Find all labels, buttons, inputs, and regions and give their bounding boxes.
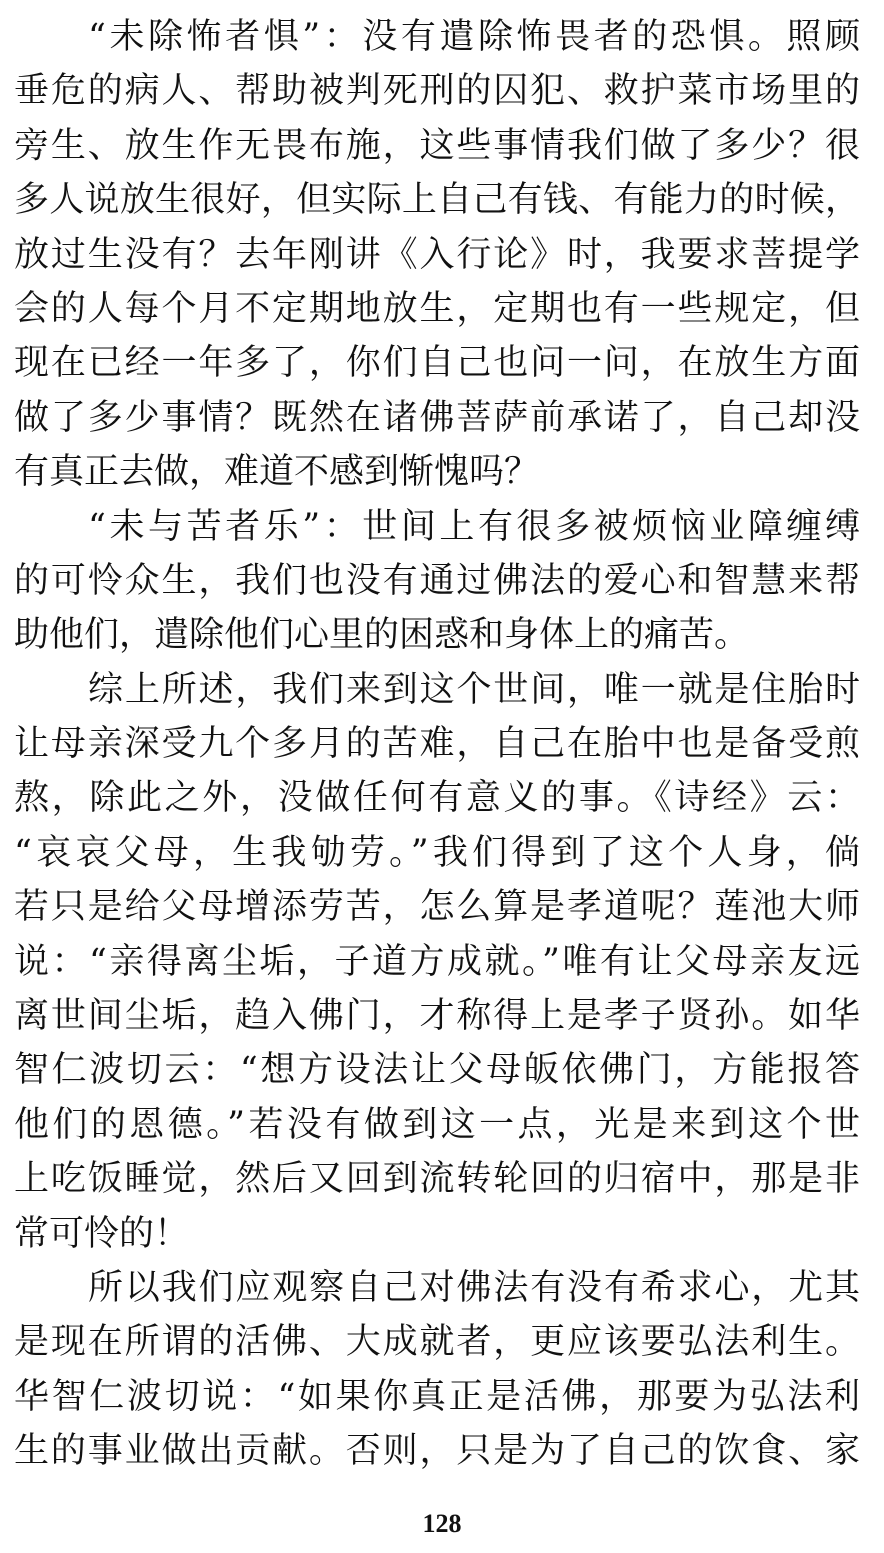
paragraph-line: 综上所述，我们来到这个世间，唯一就是住胎时 bbox=[88, 669, 860, 710]
paragraph-line: 离世间尘垢，趋入佛门，才称得上是孝子贤孙。如华 bbox=[14, 996, 860, 1037]
paragraph-line: 是现在所谓的活佛、大成就者，更应该要弘法利生。 bbox=[14, 1322, 860, 1363]
paragraph-line: 助他们，遣除他们心里的困惑和身体上的痛苦。 bbox=[14, 615, 750, 656]
paragraph-line: 旁生、放生作无畏布施，这些事情我们做了多少？很 bbox=[14, 125, 860, 166]
paragraph-line: “未与苦者乐”：世间上有很多被烦恼业障缠缚 bbox=[88, 506, 860, 547]
paragraph-line: 华智仁波切说：“如果你真正是活佛，那要为弘法利 bbox=[14, 1376, 860, 1417]
paragraph-line: 所以我们应观察自己对佛法有没有希求心，尤其 bbox=[88, 1267, 860, 1308]
paragraph-line: 若只是给父母增添劳苦，怎么算是孝道呢？莲池大师 bbox=[14, 887, 860, 928]
paragraph-line: 说：“亲得离尘垢，子道方成就。”唯有让父母亲友远 bbox=[14, 941, 860, 982]
paragraph-line: 垂危的病人、帮助被判死刑的囚犯、救护菜市场里的 bbox=[14, 71, 860, 112]
paragraph-line: 多人说放生很好，但实际上自己有钱、有能力的时候， bbox=[14, 180, 860, 221]
paragraph-line: 做了多少事情？既然在诸佛菩萨前承诺了，自己却没 bbox=[14, 397, 860, 438]
body-text bbox=[14, 10, 860, 1479]
paragraph-line: 有真正去做，难道不感到惭愧吗？ bbox=[14, 452, 540, 493]
paragraph-line: 生的事业做出贡献。否则，只是为了自己的饮食、家 bbox=[14, 1431, 860, 1472]
paragraph-line: 让母亲深受九个多月的苦难，自己在胎中也是备受煎 bbox=[14, 724, 860, 765]
paragraph-line: 熬，除此之外，没做任何有意义的事。《诗经》云： bbox=[14, 778, 860, 819]
paragraph-line: 放过生没有？去年刚讲《入行论》时，我要求菩提学 bbox=[14, 234, 860, 275]
page-number: 128 bbox=[422, 1509, 462, 1538]
paragraph-line: 智仁波切云：“想方设法让父母皈依佛门，方能报答 bbox=[14, 1050, 860, 1091]
paragraph-line: 上吃饭睡觉，然后又回到流转轮回的归宿中，那是非 bbox=[14, 1159, 860, 1200]
paragraph-line: 常可怜的！ bbox=[14, 1213, 190, 1254]
paragraph-line: 他们的恩德。”若没有做到这一点，光是来到这个世 bbox=[14, 1104, 860, 1145]
paragraph-line: 现在已经一年多了，你们自己也问一问，在放生方面 bbox=[14, 343, 860, 384]
paragraph-line: “哀哀父母，生我劬劳。”我们得到了这个人身，倘 bbox=[14, 832, 860, 873]
paragraph-line: “未除怖者惧”：没有遣除怖畏者的恐惧。照顾 bbox=[88, 17, 860, 57]
paragraph-line: 的可怜众生，我们也没有通过佛法的爱心和智慧来帮 bbox=[14, 560, 860, 601]
paragraph-line: 会的人每个月不定期地放生，定期也有一些规定，但 bbox=[14, 288, 860, 329]
